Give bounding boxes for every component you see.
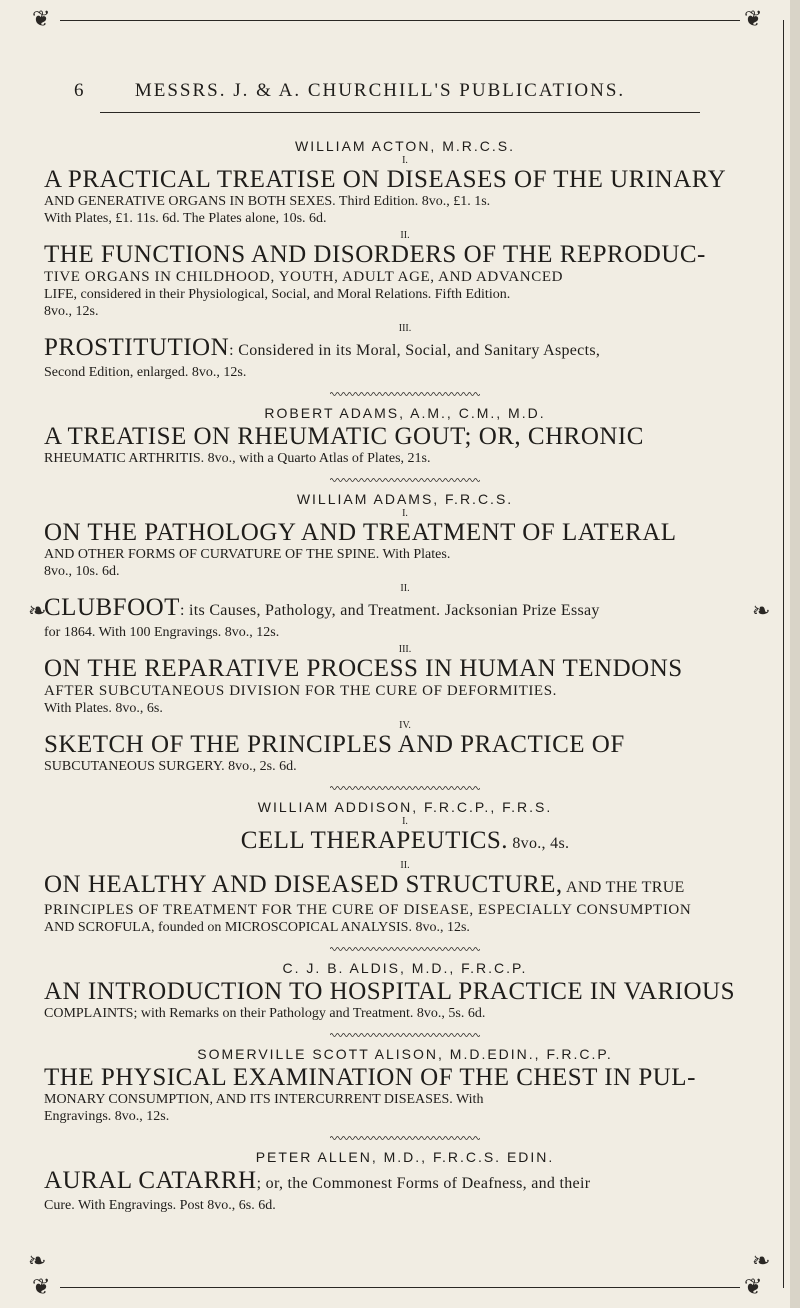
entry-title-text: CELL THERAPEUTICS. bbox=[240, 827, 509, 854]
entry-title-rest: AND THE TRUE bbox=[562, 879, 685, 896]
bottom-rule bbox=[60, 1287, 740, 1288]
corner-ornament-top-left: ❦ bbox=[32, 6, 51, 31]
author-heading: WILLIAM ACTON, M.R.C.S. bbox=[295, 138, 515, 154]
catalogue-entry bbox=[44, 509, 766, 580]
entry-number: I. bbox=[402, 508, 408, 519]
side-ornament-right-1: ❧ bbox=[752, 598, 771, 623]
entry-title-rest: : its Causes, Pathology, and Treatment. Jacksonian Prize Essay bbox=[179, 602, 600, 619]
entry-title bbox=[44, 731, 766, 758]
section-divider bbox=[330, 1032, 480, 1038]
entry-detail-line: RHEUMATIC ARTHRITIS. 8vo., with a Quarto Atlas of Plates, 21s. bbox=[44, 451, 431, 466]
entry-title-text: ON THE PATHOLOGY AND TREATMENT OF LATERAL bbox=[44, 519, 677, 546]
top-rule bbox=[60, 20, 740, 21]
entry-title-rest: ; or, the Commonest Forms of Deafness, and their bbox=[256, 1175, 591, 1192]
catalogue-entry bbox=[44, 231, 766, 320]
entry-title-text: THE FUNCTIONS AND DISORDERS OF THE REPRODUC- bbox=[44, 241, 706, 268]
catalogue-entry bbox=[44, 645, 766, 717]
catalogue-entry bbox=[44, 156, 766, 227]
entry-title bbox=[44, 166, 766, 193]
entry-number: I. bbox=[402, 816, 408, 827]
entry-title-text: ON HEALTHY AND DISEASED STRUCTURE, bbox=[44, 871, 563, 898]
entry-title bbox=[44, 655, 766, 682]
entry-number: II. bbox=[400, 230, 410, 241]
entry-detail-line: 8vo., 12s. bbox=[44, 304, 99, 319]
catalogue-entry bbox=[44, 721, 766, 775]
catalogue-entry bbox=[44, 978, 766, 1022]
entry-detail-line: MONARY CONSUMPTION, AND ITS INTERCURRENT DISEASES. With bbox=[44, 1092, 484, 1107]
entry-detail-line: AFTER SUBCUTANEOUS DIVISION FOR THE CURE OF DEFORMITIES. bbox=[44, 683, 557, 699]
section-divider bbox=[330, 946, 480, 952]
author-heading: SOMERVILLE SCOTT ALISON, M.D.EDIN., F.R.C.P. bbox=[197, 1046, 613, 1062]
entry-detail-line: 8vo., 10s. 6d. bbox=[44, 564, 120, 579]
entry-title bbox=[44, 871, 766, 901]
entry-title bbox=[44, 978, 766, 1005]
corner-ornament-bottom-right: ❦ bbox=[744, 1274, 763, 1299]
entry-title-rest: 8vo., 4s. bbox=[508, 835, 570, 852]
entry-title bbox=[44, 423, 766, 450]
entry-number: I. bbox=[402, 155, 408, 166]
section-divider bbox=[330, 477, 480, 483]
entry-title bbox=[44, 594, 766, 624]
section-divider bbox=[330, 1135, 480, 1141]
entry-title-text: A PRACTICAL TREATISE ON DISEASES OF THE URINARY bbox=[44, 166, 727, 193]
entry-detail-line: LIFE, considered in their Physiological, Social, and Moral Relations. Fifth Edition. bbox=[44, 287, 511, 302]
entry-detail-line: With Plates, £1. 11s. 6d. The Plates alone, 10s. 6d. bbox=[44, 211, 327, 226]
catalogue-entry bbox=[44, 423, 766, 467]
catalogue-entry bbox=[44, 1064, 766, 1125]
entry-title bbox=[44, 334, 766, 364]
entry-number: II. bbox=[400, 583, 410, 594]
catalogue-content bbox=[44, 138, 766, 1218]
section-divider bbox=[330, 785, 480, 791]
entry-detail-line: With Plates. 8vo., 6s. bbox=[44, 701, 163, 716]
entry-title-text: ON THE REPARATIVE PROCESS IN HUMAN TENDONS bbox=[44, 655, 683, 682]
catalogue-entry bbox=[44, 817, 766, 857]
author-heading: C. J. B. ALDIS, M.D., F.R.C.P. bbox=[282, 960, 528, 976]
author-heading: WILLIAM ADDISON, F.R.C.P., F.R.S. bbox=[257, 799, 553, 815]
entry-title-text: A TREATISE ON RHEUMATIC GOUT; OR, CHRONIC bbox=[44, 423, 644, 450]
entry-title bbox=[44, 241, 766, 268]
author-heading: WILLIAM ADAMS, F.R.C.S. bbox=[296, 491, 514, 507]
catalogue-entry bbox=[44, 1167, 766, 1214]
page-number: 6 bbox=[74, 80, 84, 101]
entry-detail-line: TIVE ORGANS IN CHILDHOOD, YOUTH, ADULT AGE, AND ADVANCED bbox=[44, 269, 564, 285]
section-divider bbox=[330, 391, 480, 397]
entry-detail-line: SUBCUTANEOUS SURGERY. 8vo., 2s. 6d. bbox=[44, 759, 297, 774]
entry-title-text: SKETCH OF THE PRINCIPLES AND PRACTICE OF bbox=[44, 731, 625, 758]
entry-detail-line: AND SCROFULA, founded on MICROSCOPICAL ANALYSIS. 8vo., 12s. bbox=[44, 920, 470, 935]
side-ornament-left-1: ❧ bbox=[28, 598, 47, 623]
entry-title bbox=[44, 827, 766, 857]
entry-title bbox=[44, 519, 766, 546]
side-ornament-left-2: ❧ bbox=[28, 1248, 47, 1273]
catalogue-entry bbox=[44, 324, 766, 381]
entry-number: III. bbox=[398, 644, 412, 655]
catalogue-entry bbox=[44, 584, 766, 641]
entry-title bbox=[44, 1064, 766, 1091]
entry-title bbox=[44, 1167, 766, 1197]
entry-title-rest: : Considered in its Moral, Social, and Sanitary Aspects, bbox=[229, 342, 601, 359]
entry-title-text: PROSTITUTION bbox=[44, 334, 230, 361]
entry-detail-line: AND OTHER FORMS OF CURVATURE OF THE SPINE. With Plates. bbox=[44, 547, 451, 562]
entry-detail-line: Cure. With Engravings. Post 8vo., 6s. 6d. bbox=[44, 1198, 276, 1213]
entry-title-text: AURAL CATARRH bbox=[44, 1167, 257, 1194]
entry-title-text: AN INTRODUCTION TO HOSPITAL PRACTICE IN VARIOUS bbox=[44, 978, 735, 1005]
catalogue-entry bbox=[44, 861, 766, 936]
side-ornament-right-2: ❧ bbox=[752, 1248, 771, 1273]
entry-number: III. bbox=[398, 323, 412, 334]
right-rule bbox=[783, 20, 784, 1288]
entry-number: IV. bbox=[399, 720, 411, 731]
entry-title-text: THE PHYSICAL EXAMINATION OF THE CHEST IN PUL- bbox=[44, 1064, 696, 1091]
entry-title-text: CLUBFOOT bbox=[44, 594, 180, 621]
entry-detail-line: AND GENERATIVE ORGANS IN BOTH SEXES. Third Edition. 8vo., £1. 1s. bbox=[44, 194, 491, 209]
author-heading: ROBERT ADAMS, A.M., C.M., M.D. bbox=[264, 405, 546, 421]
entry-detail-line: for 1864. With 100 Engravings. 8vo., 12s. bbox=[44, 625, 280, 640]
entry-number: II. bbox=[400, 860, 410, 871]
header-rule bbox=[100, 112, 700, 113]
author-heading: PETER ALLEN, M.D., F.R.C.S. EDIN. bbox=[255, 1149, 555, 1165]
entry-detail-line: PRINCIPLES OF TREATMENT FOR THE CURE OF DISEASE, ESPECIALLY CONSUMPTION bbox=[44, 902, 692, 918]
corner-ornament-top-right: ❦ bbox=[744, 6, 763, 31]
running-header: MESSRS. J. & A. CHURCHILL'S PUBLICATIONS. bbox=[134, 80, 626, 101]
entry-detail-line: COMPLAINTS; with Remarks on their Pathology and Treatment. 8vo., 5s. 6d. bbox=[44, 1006, 486, 1021]
entry-detail-line: Second Edition, enlarged. 8vo., 12s. bbox=[44, 365, 247, 380]
entry-detail-line: Engravings. 8vo., 12s. bbox=[44, 1109, 170, 1124]
corner-ornament-bottom-left: ❦ bbox=[32, 1274, 51, 1299]
page-edge bbox=[790, 0, 800, 1308]
